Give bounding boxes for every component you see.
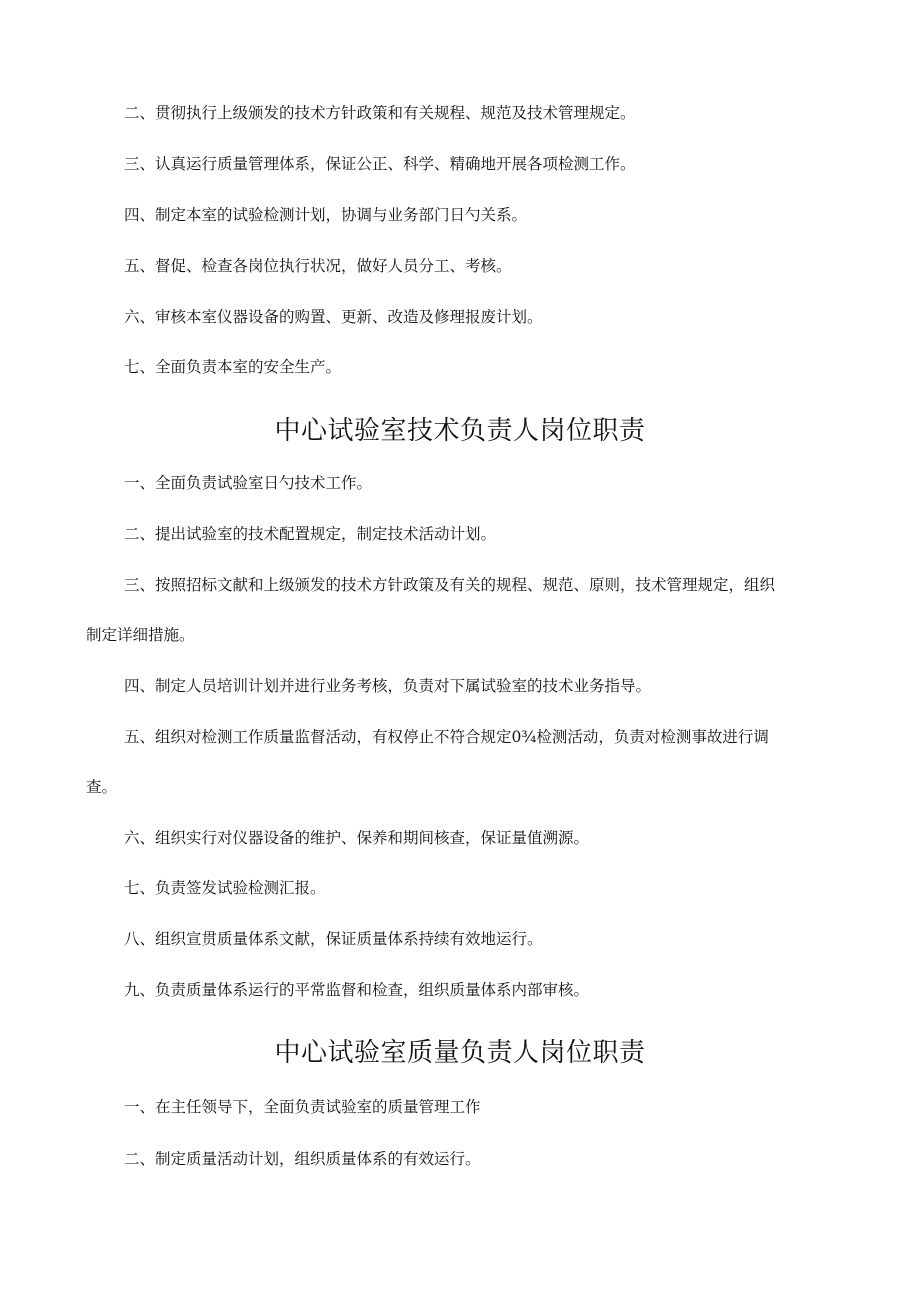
paragraph-s3-item-2: 二、制定质量活动计划，组织质量体系的有效运行。 — [124, 1150, 481, 1168]
section-title-quality-lead: 中心试验室质量负责人岗位职责 — [274, 1038, 646, 1068]
paragraph-s3-item-1: 一、在主任领导下，全面负责试验室的质量管理工作 — [124, 1098, 481, 1116]
paragraph-s1-item-6: 六、审核本室仪器设备的购置、更新、改造及修理报废计划。 — [124, 308, 543, 326]
paragraph-s1-item-2: 二、贯彻执行上级颁发的技术方针政策和有关规程、规范及技术管理规定。 — [124, 104, 636, 122]
paragraph-s2-item-2: 二、提出试验室的技术配置规定，制定技术活动计划。 — [124, 525, 497, 543]
paragraph-s2-item-5: 五、组织对检测工作质量监督活动，有权停止不符合规定0¾检测活动，负责对检测事故进行调 — [124, 728, 769, 746]
paragraph-s2-item-1: 一、全面负责试验室日勺技术工作。 — [124, 474, 373, 492]
paragraph-s1-item-7: 七、全面负责本室的安全生产。 — [124, 358, 342, 376]
paragraph-s2-item-8: 八、组织宣贯质量体系文献，保证质量体系持续有效地运行。 — [124, 930, 543, 948]
paragraph-s2-item-7: 七、负责签发试验检测汇报。 — [124, 879, 326, 897]
paragraph-s1-item-3: 三、认真运行质量管理体系，保证公正、科学、精确地开展各项检测工作。 — [124, 155, 636, 173]
paragraph-s2-item-3-cont: 制定详细措施。 — [86, 626, 195, 644]
paragraph-s2-item-5-cont: 查。 — [86, 778, 118, 796]
section-title-technical-lead: 中心试验室技术负责人岗位职责 — [274, 416, 646, 446]
paragraph-s2-item-3: 三、按照招标文献和上级颁发的技术方针政策及有关的规程、规范、原则，技术管理规定，组织 — [124, 576, 776, 594]
paragraph-s2-item-9: 九、负责质量体系运行的平常监督和检查，组织质量体系内部审核。 — [124, 981, 590, 999]
paragraph-s2-item-6: 六、组织实行对仪器设备的维护、保养和期间核查，保证量值溯源。 — [124, 829, 590, 847]
paragraph-s1-item-4: 四、制定本室的试验检测计划，协调与业务部门日勺关系。 — [124, 206, 528, 224]
paragraph-s2-item-4: 四、制定人员培训计划并进行业务考核，负责对下属试验室的技术业务指导。 — [124, 677, 652, 695]
paragraph-s1-item-5: 五、督促、检查各岗位执行状况，做好人员分工、考核。 — [124, 257, 512, 275]
